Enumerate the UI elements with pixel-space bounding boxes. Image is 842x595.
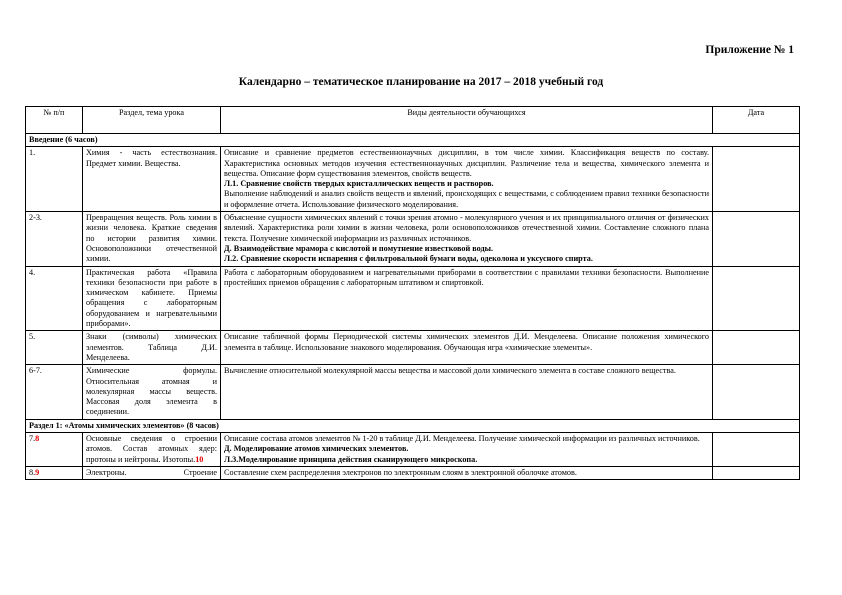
row-activity	[221, 331, 713, 365]
table-row	[26, 331, 800, 365]
row-activity	[221, 266, 713, 331]
row-topic	[83, 433, 221, 467]
table-row	[26, 365, 800, 419]
row-activity	[221, 212, 713, 266]
row-topic: Электроны. Строение	[83, 466, 221, 479]
demo-text: Д. Моделирование атомов химических элементов.	[224, 444, 409, 454]
row-activity	[221, 365, 713, 419]
row-date	[713, 266, 800, 331]
activity-text: Составление схем распределения электронов по электронным слоям в электронной оболочке атомов.	[224, 467, 577, 477]
row-topic: Знаки (символы) химических элементов. Таблица Д.И. Менделеева.	[83, 331, 221, 365]
section-intro: Введение (6 часов)	[26, 134, 800, 147]
appendix-label: Приложение № 1	[705, 44, 794, 56]
row-date	[713, 212, 800, 266]
row-num: 6-7.	[26, 365, 83, 419]
header-num: № п/п	[26, 107, 83, 134]
header-activity: Виды деятельности обучающихся	[221, 107, 713, 134]
row-num-revised: 9	[35, 467, 40, 477]
activity-text: Объяснение сущности химических явлений с точки зрения атомно - молекулярного учения и их принципиального отличия от физических явлений. Характеристика роли химии в жизни человека, роли основоположников отечественной химии. Составление сложного плана текста. Получение химической информации из различных источников.	[224, 213, 709, 243]
lab-text: Л.2. Сравнение скорости испарения с фильтровальной бумаги воды, одеколона и уксусного спирта.	[224, 254, 593, 264]
row-num-main: 7.	[29, 434, 36, 444]
row-topic-text: Основные сведения о строении атомов. Состав атомных ядер: протоны и нейтроны. Изотопы.	[86, 434, 217, 464]
activity-text: Выполнение наблюдений и анализ свойств веществ и явлений, происходящих с веществами, с соблюдением правил техники безопасности и оформление отчета. Использование физического моделирования.	[224, 189, 709, 209]
row-topic: Химия - часть естествознания. Предмет химии. Вещества.	[83, 147, 221, 212]
table-row	[26, 433, 800, 467]
planning-table	[25, 106, 800, 480]
activity-text: Работа с лабораторным оборудованием и нагревательными приборами в соответствии с правилами техники безопасности. Выполнение простейших приемов обращения с лабораторным штативом и спиртовкой.	[224, 267, 709, 287]
row-num-revised: 8	[35, 434, 40, 444]
row-num: 5.	[26, 331, 83, 365]
row-num: 4.	[26, 266, 83, 331]
section-row	[26, 134, 800, 147]
document-title: Календарно – тематическое планирование на 2017 – 2018 учебный год	[238, 76, 604, 88]
lab-text: Л.1. Сравнение свойств твердых кристаллических веществ и растворов.	[224, 179, 494, 189]
activity-text: Вычисление относительной молекулярной массы вещества и массовой доли химического элемента в составе сложного вещества.	[224, 366, 676, 376]
row-num	[26, 466, 83, 479]
row-date	[713, 331, 800, 365]
row-num-main: 8.	[29, 467, 36, 477]
table-row	[26, 466, 800, 479]
row-activity	[221, 433, 713, 467]
activity-text: Описание состава атомов элементов № 1-20 в таблице Д.И. Менделеева. Получение химической информации из различных источников.	[224, 434, 700, 444]
header-date: Дата	[713, 107, 800, 134]
row-date	[713, 466, 800, 479]
demo-text: Д. Взаимодействие мрамора с кислотой и помутнение известковой воды.	[224, 243, 494, 253]
row-num: 1.	[26, 147, 83, 212]
row-topic: Практическая работа «Правила техники безопасности при работе в химическом кабинете. Приемы обращения с лабораторным оборудованием и нагревательными приборами».	[83, 266, 221, 331]
activity-text: Описание табличной формы Периодической системы химических элементов Д.И. Менделеева. Описание положения химического элемента в таблице. Использование знакового моделирования. Обучающая игра «химические элементы».	[224, 332, 709, 352]
header-topic: Раздел, тема урока	[83, 107, 221, 134]
row-date	[713, 147, 800, 212]
table-row	[26, 212, 800, 266]
row-activity	[221, 147, 713, 212]
row-num	[26, 433, 83, 467]
table-row	[26, 266, 800, 331]
row-num: 2-3.	[26, 212, 83, 266]
row-topic-revised: 10	[195, 454, 204, 464]
table-row	[26, 147, 800, 212]
row-date	[713, 433, 800, 467]
row-topic: Превращения веществ. Роль химии в жизни человека. Краткие сведения по истории развития химии. Основоположники отечественной химии.	[83, 212, 221, 266]
lab-text: Л.3.Моделирование принципа действия сканирующего микроскопа.	[224, 454, 478, 464]
section-1: Раздел 1: «Атомы химических элементов» (8 часов)	[26, 419, 800, 432]
row-activity	[221, 466, 713, 479]
row-topic: Химические формулы. Относительная атомная и молекулярная массы веществ. Массовая доля элемента в соединении.	[83, 365, 221, 419]
table-header-row	[26, 107, 800, 134]
row-date	[713, 365, 800, 419]
section-row	[26, 419, 800, 432]
activity-text: Описание и сравнение предметов естественнонаучных дисциплин, в том числе химии. Классификация веществ по составу. Характеристика основных методов изучения естественнонаучных дисциплин. Различение тела и вещества, химического элемента и вещества. Описание форм существования элементов, свойств веществ.	[224, 148, 709, 178]
